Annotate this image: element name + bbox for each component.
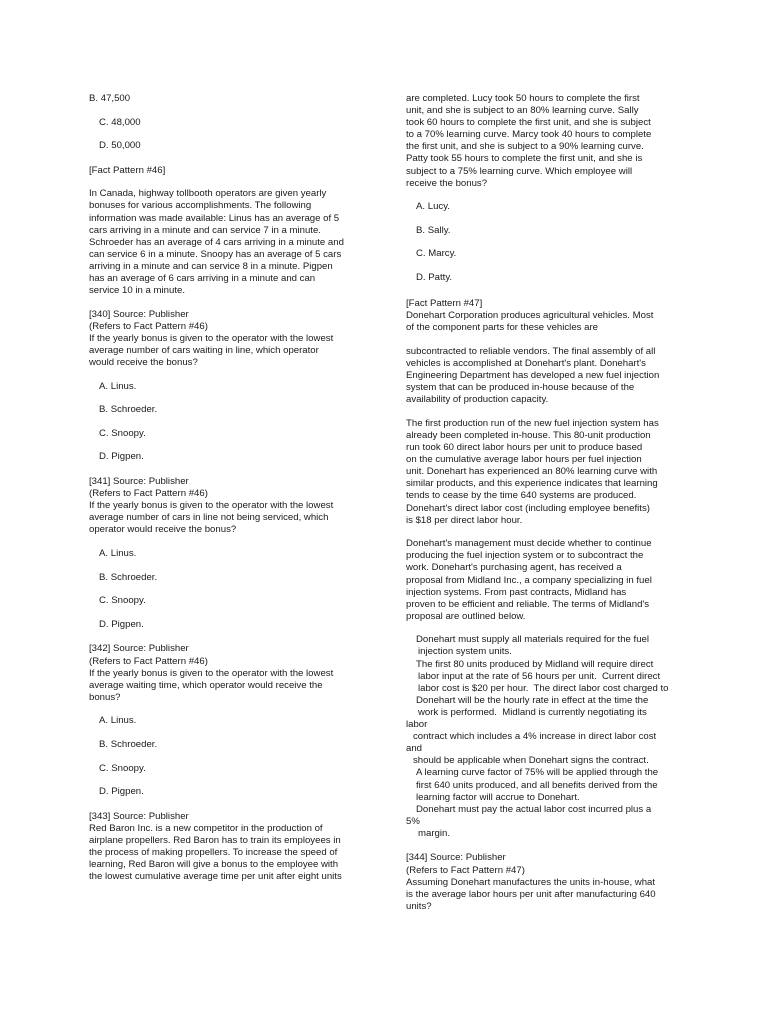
terms-line: work is performed. Midland is currently negotiating its (418, 706, 647, 718)
text-line: service 10 in a minute. (89, 285, 185, 297)
answer-option: C. Snoopy. (99, 427, 146, 439)
terms-line: labor cost is $20 per hour. The direct labor cost charged to (418, 682, 669, 694)
text-line: bonuses for various accomplishments. The following (89, 200, 312, 212)
answer-option: D. Pigpen. (99, 618, 144, 630)
question-source: [343] Source: Publisher (89, 810, 189, 822)
question-text: If the yearly bonus is given to the operator with the lowest (89, 667, 334, 679)
answer-option: C. Snoopy. (99, 762, 146, 774)
text-line: cars arriving in a minute and can service 7 in a minute. (89, 224, 321, 236)
question-text: took 60 hours to complete the first unit, and she is subject (406, 117, 651, 129)
question-text: average waiting time, which operator would receive the (89, 679, 323, 691)
question-text: Patty took 55 hours to complete the first unit, and she is (406, 153, 643, 165)
question-reference: (Refers to Fact Pattern #47) (406, 864, 525, 876)
answer-option: A. Linus. (99, 715, 137, 727)
answer-option-c: C. 48,000 (99, 116, 141, 128)
question-text: would receive the bonus? (89, 357, 198, 369)
question-source: [344] Source: Publisher (406, 852, 506, 864)
question-text: are completed. Lucy took 50 hours to complete the first (406, 93, 640, 104)
question-source: [341] Source: Publisher (89, 476, 189, 488)
fact-pattern-46-body (89, 188, 364, 297)
question-text: average number of cars waiting in line, which operator (89, 345, 319, 356)
terms-line: injection system units. (418, 646, 512, 658)
question-340 (89, 309, 364, 464)
text-line: vehicles is accomplished at Donehart's plant. Donehart's (406, 358, 646, 369)
question-text: the first unit, and she is subject to a 90% learning curve. (406, 141, 644, 153)
answer-option: D. Pigpen. (99, 451, 144, 463)
answer-option-b: B. 47,500 (89, 93, 131, 104)
question-reference: (Refers to Fact Pattern #46) (89, 488, 208, 500)
text-line: injection systems. From past contracts, Midland has (406, 586, 627, 598)
text-line: proposal are outlined below. (406, 610, 526, 622)
text-line: producing the fuel injection system or to subcontract the (406, 550, 644, 562)
terms-line: learning factor will accrue to Donehart. (416, 791, 580, 803)
fact-pattern-47-heading: [Fact Pattern #47] (406, 298, 483, 310)
question-text: average number of cars in line not being serviced, which (89, 512, 329, 524)
question-source: [342] Source: Publisher (89, 643, 189, 655)
terms-line: Donehart must supply all materials required for the fuel (416, 634, 650, 646)
question-text: bonus? (89, 691, 121, 703)
text-line: has an average of 6 cars arriving in a minute and can (89, 273, 316, 285)
answer-option-d: D. 50,000 (99, 140, 141, 152)
text-line: information was made available: Linus has an average of 5 (89, 212, 340, 224)
text-line: is $18 per direct labor hour. (406, 514, 523, 526)
question-reference: (Refers to Fact Pattern #46) (89, 655, 208, 667)
text-line: Donehart's management must decide whether to continue (406, 538, 652, 550)
terms-line: 5% (406, 815, 420, 827)
terms-line: Donehart will be the hourly rate in effect at the time the (416, 694, 649, 706)
question-text: units? (406, 900, 432, 912)
right-column (406, 93, 681, 913)
question-text: operator would receive the bonus? (89, 524, 237, 536)
question-text: airplane propellers. Red Baron has to train its employees in (89, 834, 341, 846)
text-line: availability of production capacity. (406, 394, 549, 406)
question-343-continued (406, 93, 681, 284)
text-line: similar products, and this experience indicates that learning (406, 478, 658, 490)
answer-option: B. Sally. (416, 224, 451, 236)
text-line: In Canada, highway tollbooth operators are given yearly (89, 188, 327, 200)
proposal-terms-list (406, 634, 681, 840)
text-line: proposal from Midland Inc., a company specializing in fuel (406, 574, 652, 586)
question-343 (89, 811, 364, 884)
text-line: work. Donehart's purchasing agent, has received a (406, 562, 622, 574)
answer-option: D. Patty. (416, 272, 453, 284)
terms-line: and (406, 743, 423, 755)
text-line: of the component parts for these vehicles are (406, 322, 598, 334)
answer-option: A. Linus. (99, 380, 137, 392)
text-line: proven to be efficient and reliable. The terms of Midland's (406, 598, 650, 610)
text-line: unit. Donehart has experienced an 80% learning curve with (406, 466, 658, 478)
terms-line: labor input at the rate of 56 hours per unit. Current direct (418, 670, 661, 682)
question-text: receive the bonus? (406, 177, 488, 189)
terms-line: labor (406, 719, 428, 731)
answer-option: B. Schroeder. (99, 404, 158, 416)
terms-line: Donehart must pay the actual labor cost incurred plus a (416, 803, 652, 815)
question-text: Red Baron Inc. is a new competitor in the production of (89, 822, 323, 834)
text-line: Donehart's direct labor cost (including employee benefits) (406, 502, 650, 514)
text-line: already been completed in-house. This 80-unit production (406, 429, 651, 441)
text-line: The first production run of the new fuel injection system has (406, 417, 659, 429)
question-344 (406, 852, 681, 912)
text-line: run took 60 direct labor hours per unit to produce based (406, 442, 643, 454)
question-342 (89, 643, 364, 798)
question-text: to a 70% learning curve. Marcy took 40 hours to complete (406, 129, 652, 141)
terms-line: should be applicable when Donehart signs the contract. (413, 755, 649, 767)
text-line: can service 6 in a minute. Snoopy has an average of 5 cars (89, 248, 342, 260)
question-text: the lowest cumulative average time per unit after eight units (89, 871, 342, 883)
answer-option: A. Lucy. (416, 201, 450, 213)
answer-option: D. Pigpen. (99, 786, 144, 798)
answer-option: B. Schroeder. (99, 738, 158, 750)
fact-pattern-46-heading: [Fact Pattern #46] (89, 164, 166, 176)
terms-line: first 640 units produced, and all benefits derived from the (416, 779, 658, 791)
text-line: Donehart Corporation produces agricultural vehicles. Most (406, 310, 654, 322)
question-source: [340] Source: Publisher (89, 308, 189, 320)
answer-option: C. Snoopy. (99, 595, 146, 607)
terms-line: margin. (418, 827, 450, 839)
terms-line: contract which includes a 4% increase in direct labor cost (413, 731, 657, 743)
text-line: tends to cease by the time 640 systems are produced. (406, 490, 637, 502)
text-line: subcontracted to reliable vendors. The final assembly of all (406, 345, 656, 357)
question-341 (89, 476, 364, 631)
answer-option: A. Linus. (99, 548, 137, 560)
question-text: subject to a 75% learning curve. Which employee will (406, 165, 633, 177)
text-line: Engineering Department has developed a new fuel injection (406, 370, 660, 382)
text-line: on the cumulative average labor hours per fuel injection (406, 454, 642, 466)
question-text: Assuming Donehart manufactures the units in-house, what (406, 876, 656, 888)
terms-line: A learning curve factor of 75% will be applied through the (416, 767, 659, 779)
answer-option: C. Marcy. (416, 248, 457, 260)
question-text: If the yearly bonus is given to the operator with the lowest (89, 500, 334, 512)
question-reference: (Refers to Fact Pattern #46) (89, 320, 208, 332)
text-line: arriving in a minute and can service 8 in a minute. Pigpen (89, 260, 333, 272)
terms-line: The first 80 units produced by Midland will require direct (416, 658, 654, 670)
question-text: is the average labor hours per unit after manufacturing 640 (406, 888, 656, 900)
question-text: unit, and she is subject to an 80% learning curve. Sally (406, 105, 639, 117)
text-line: system that can be produced in-house because of the (406, 382, 635, 394)
question-text: If the yearly bonus is given to the operator with the lowest (89, 332, 334, 344)
answer-option: B. Schroeder. (99, 571, 158, 583)
question-text: the process of making propellers. To increase the speed of (89, 847, 338, 859)
left-column (89, 93, 364, 883)
text-line: Schroeder has an average of 4 cars arriving in a minute and (89, 236, 344, 248)
question-text: learning, Red Baron will give a bonus to the employee with (89, 859, 339, 871)
fact-pattern-47 (406, 298, 681, 840)
